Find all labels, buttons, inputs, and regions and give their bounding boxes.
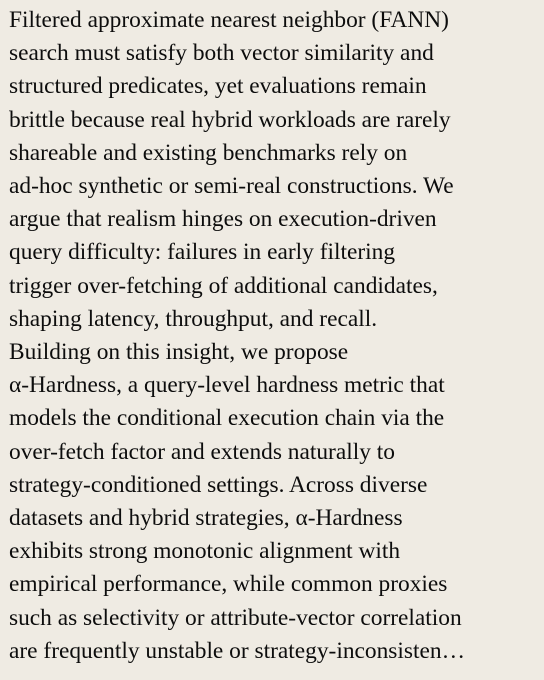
- abstract-line-6: ad-hoc synthetic or semi-real constructions. We: [9, 173, 454, 200]
- abstract-line-11: Building on this insight, we propose: [9, 339, 349, 366]
- abstract-line-16: datasets and hybrid strategies, α-Hardness: [9, 505, 403, 532]
- abstract-line-19: such as selectivity or attribute-vector correlation: [9, 604, 462, 631]
- abstract-line-4: brittle because real hybrid workloads are rarely: [9, 106, 451, 133]
- abstract-line-9: trigger over-fetching of additional candidates,: [9, 272, 438, 299]
- abstract-line-10: shaping latency, throughput, and recall.: [9, 305, 378, 332]
- abstract-line-18: empirical performance, while common proxies: [9, 571, 448, 598]
- abstract-line-20: are frequently unstable or strategy-inconsisten…: [9, 637, 465, 664]
- abstract-line-7: argue that realism hinges on execution-driven: [9, 206, 437, 233]
- abstract-line-12: α-Hardness, a query-level hardness metric that: [9, 372, 445, 399]
- abstract-line-2: search must satisfy both vector similarity and: [9, 40, 434, 67]
- abstract-line-14: over-fetch factor and extends naturally to: [9, 438, 395, 465]
- abstract-line-5: shareable and existing benchmarks rely on: [9, 139, 408, 166]
- abstract-line-8: query difficulty: failures in early filtering: [9, 239, 396, 266]
- abstract-line-17: exhibits strong monotonic alignment with: [9, 538, 401, 565]
- abstract-line-15: strategy-conditioned settings. Across diverse: [9, 471, 428, 498]
- abstract-line-13: models the conditional execution chain via the: [9, 405, 445, 432]
- abstract-line-3: structured predicates, yet evaluations remain: [9, 73, 427, 100]
- abstract-line-1: Filtered approximate nearest neighbor (FANN): [9, 7, 449, 33]
